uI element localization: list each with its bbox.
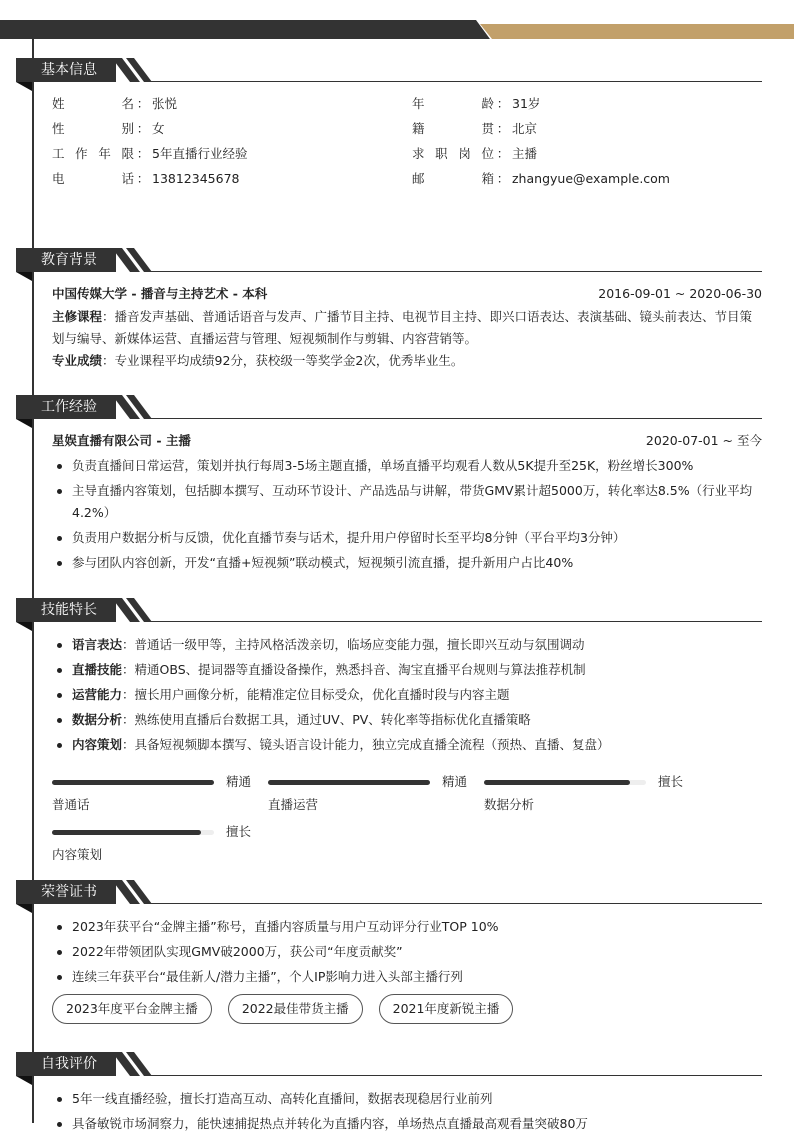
- skill-bar-track: [52, 830, 214, 835]
- info-value: 女: [152, 121, 165, 136]
- work-list: [52, 455, 762, 574]
- info-colon: ：: [496, 146, 510, 161]
- section-title: 工作经验: [16, 395, 116, 419]
- info-colon: ：: [136, 121, 150, 136]
- info-label-char: 话: [121, 171, 134, 186]
- company-name: 星娱直播有限公司 - 主播: [52, 433, 191, 448]
- info-field: [52, 169, 412, 194]
- skill-level: 擅长: [226, 824, 252, 839]
- section-header: [16, 248, 762, 272]
- info-label-char: 作: [75, 146, 88, 161]
- info-label-char: 姓: [52, 96, 65, 111]
- grades: [52, 350, 762, 372]
- section-honors: [16, 880, 762, 904]
- info-label-char: 年: [412, 96, 425, 111]
- list-item: [52, 734, 762, 756]
- info-value: 13812345678: [152, 171, 240, 186]
- skill-label: 内容策划: [72, 737, 123, 752]
- header-bar-dark: [0, 20, 490, 39]
- info-colon: ：: [496, 171, 510, 186]
- job-date: 2020-07-01 ~ 至今: [645, 433, 762, 448]
- chevron-deco-icon: [112, 1052, 154, 1076]
- grades-text: ：专业课程平均成绩92分，获校级一等奖学金2次，优秀毕业生。: [102, 353, 464, 368]
- info-colon: ：: [496, 121, 510, 136]
- skill-level: 擅长: [658, 774, 684, 789]
- info-label-char: 邮: [412, 171, 425, 186]
- skill-bar-fill: [52, 830, 201, 835]
- header-bar-gold: [480, 24, 794, 39]
- section-self: [16, 1052, 762, 1076]
- section-title: 基本信息: [16, 58, 116, 82]
- chevron-deco-icon: [112, 880, 154, 904]
- skill-bar: [268, 774, 468, 814]
- basic-info-grid: [52, 94, 772, 194]
- info-label-char: 龄: [481, 96, 494, 111]
- section-fold: [16, 1076, 32, 1085]
- info-label-char: 限: [121, 146, 134, 161]
- info-field: [412, 144, 772, 169]
- info-colon: ：: [136, 96, 150, 111]
- section-skills: [16, 598, 762, 622]
- skill-bar-track: [52, 780, 214, 785]
- info-label: [412, 119, 494, 144]
- list-item: 5年一线直播经验，擅长打造高互动、高转化直播间，数据表现稳居行业前列: [52, 1088, 762, 1110]
- skill-bar-fill: [52, 780, 214, 785]
- skill-label: 数据分析: [72, 712, 123, 727]
- courses: [52, 306, 762, 350]
- list-item: 具备敏锐市场洞察力，能快速捕捉热点并转化为直播内容，单场热点直播最高观看量突破80万: [52, 1113, 762, 1135]
- skill-name: 数据分析: [484, 797, 535, 812]
- info-value: zhangyue@example.com: [512, 171, 670, 186]
- info-value: 5年直播行业经验: [152, 146, 248, 161]
- skill-bar: [484, 774, 684, 814]
- skill-bar: [52, 824, 252, 864]
- chevron-deco-icon: [112, 395, 154, 419]
- job-header: [52, 431, 762, 451]
- honor-tag: 2022最佳带货主播: [228, 994, 363, 1024]
- skills-list: [52, 634, 762, 756]
- section-divider: [146, 81, 762, 82]
- list-item: [52, 709, 762, 731]
- list-item: 连续三年获平台“最佳新人/潜力主播”，个人IP影响力进入头部主播行列: [52, 966, 762, 988]
- list-item: [52, 684, 762, 706]
- info-field: [52, 94, 412, 119]
- section-divider: [146, 1075, 762, 1076]
- skill-text: ：普通话一级甲等，主持风格活泼亲切，临场应变能力强，擅长即兴互动与氛围调动: [122, 637, 585, 652]
- section-education: [16, 248, 762, 272]
- section-title: 自我评价: [16, 1052, 116, 1076]
- info-label-char: 别: [121, 121, 134, 136]
- info-label-char: 位: [481, 146, 494, 161]
- chevron-deco-icon: [112, 248, 154, 272]
- info-label: [52, 119, 134, 144]
- info-label: [52, 144, 134, 169]
- education-body: [52, 284, 762, 372]
- info-row: [52, 169, 772, 194]
- list-item: 2023年获平台“金牌主播”称号，直播内容质量与用户互动评分行业TOP 10%: [52, 916, 762, 938]
- info-row: [52, 119, 772, 144]
- info-field: [52, 144, 412, 169]
- info-field: [412, 119, 772, 144]
- skill-text: ：熟练使用直播后台数据工具，通过UV、PV、转化率等指标优化直播策略: [122, 712, 531, 727]
- info-label: [52, 169, 134, 194]
- list-item: 负责用户数据分析与反馈，优化直播节奏与话术，提升用户停留时长至平均8分钟（平台平均3分钟）: [52, 527, 762, 549]
- info-value: 北京: [512, 121, 538, 136]
- info-label-char: 贯: [481, 121, 494, 136]
- list-item: [52, 634, 762, 656]
- self-list: [52, 1088, 762, 1135]
- honor-tag: 2023年度平台金牌主播: [52, 994, 212, 1024]
- info-value: 31岁: [512, 96, 541, 111]
- skill-label: 直播技能: [72, 662, 123, 677]
- school-name: 中国传媒大学 - 播音与主持艺术 - 本科: [52, 286, 268, 301]
- list-item: 2022年带领团队实现GMV破2000万，获公司“年度贡献奖”: [52, 941, 762, 963]
- skill-bar-track: [484, 780, 646, 785]
- info-colon: ：: [136, 146, 150, 161]
- info-label: [412, 169, 494, 194]
- section-header: [16, 395, 762, 419]
- info-label-char: 工: [52, 146, 65, 161]
- education-date: 2016-09-01 ~ 2020-06-30: [598, 286, 762, 301]
- section-header: [16, 880, 762, 904]
- info-value: 张悦: [152, 96, 178, 111]
- skill-name: 直播运营: [268, 797, 319, 812]
- skill-bar-fill: [484, 780, 630, 785]
- section-basic-info: [16, 58, 762, 82]
- section-fold: [16, 419, 32, 428]
- info-value: 主播: [512, 146, 538, 161]
- info-field: [412, 94, 772, 119]
- courses-text: ：播音发声基础、普通话语音与发声、广播节目主持、电视节目主持、即兴口语表达、表演基础、镜头前表达、节目策划与编导、新媒体运营、直播运营与管理、短视频制作与剪辑、内容营销等。: [52, 309, 753, 346]
- skill-text: ：精通OBS、提词器等直播设备操作，熟悉抖音、淘宝直播平台规则与算法推荐机制: [122, 662, 586, 677]
- info-label-char: 籍: [412, 121, 425, 136]
- section-divider: [146, 271, 762, 272]
- info-label-char: 职: [435, 146, 448, 161]
- skill-text: ：擅长用户画像分析，能精准定位目标受众，优化直播时段与内容主题: [122, 687, 510, 702]
- skill-level: 精通: [226, 774, 252, 789]
- info-label-char: 求: [412, 146, 425, 161]
- info-field: [52, 119, 412, 144]
- skill-bar: [52, 774, 252, 814]
- grades-label: 专业成绩: [52, 353, 103, 368]
- list-item: [52, 659, 762, 681]
- skill-level: 精通: [442, 774, 468, 789]
- honors-list: [52, 916, 762, 988]
- honors-body: [52, 916, 762, 1024]
- section-fold: [16, 82, 32, 91]
- work-body: [52, 431, 762, 577]
- skill-bars: [52, 774, 762, 864]
- skill-name: 内容策划: [52, 847, 103, 862]
- info-label-char: 岗: [458, 146, 471, 161]
- chevron-deco-icon: [112, 58, 154, 82]
- section-header: [16, 598, 762, 622]
- section-title: 技能特长: [16, 598, 116, 622]
- section-header: [16, 1052, 762, 1076]
- info-label-char: 性: [52, 121, 65, 136]
- section-fold: [16, 622, 32, 631]
- section-work: [16, 395, 762, 419]
- list-item: 负责直播间日常运营，策划并执行每周3-5场主题直播，单场直播平均观看人数从5K提升至25K，粉丝增长300%: [52, 455, 762, 477]
- info-label: [52, 94, 134, 119]
- info-label-char: 年: [98, 146, 111, 161]
- info-colon: ：: [496, 96, 510, 111]
- skill-label: 语言表达: [72, 637, 123, 652]
- info-field: [412, 169, 772, 194]
- info-label: [412, 94, 494, 119]
- section-divider: [146, 903, 762, 904]
- skill-label: 运营能力: [72, 687, 123, 702]
- list-item: 参与团队内容创新，开发“直播+短视频”联动模式，短视频引流直播，提升新用户占比40%: [52, 552, 762, 574]
- info-label-char: 箱: [481, 171, 494, 186]
- honor-tag: 2021年度新锐主播: [379, 994, 514, 1024]
- skill-text: ：具备短视频脚本撰写、镜头语言设计能力，独立完成直播全流程（预热、直播、复盘）: [122, 737, 610, 752]
- info-colon: ：: [136, 171, 150, 186]
- section-divider: [146, 621, 762, 622]
- skill-bar-track: [268, 780, 430, 785]
- section-fold: [16, 904, 32, 913]
- skill-bar-fill: [268, 780, 430, 785]
- skills-body: [52, 634, 762, 759]
- courses-label: 主修课程: [52, 309, 103, 324]
- info-label-char: 名: [121, 96, 134, 111]
- skill-name: 普通话: [52, 797, 90, 812]
- section-divider: [146, 418, 762, 419]
- chevron-deco-icon: [112, 598, 154, 622]
- section-fold: [16, 272, 32, 281]
- timeline-line: [32, 39, 34, 1123]
- section-title: 教育背景: [16, 248, 116, 272]
- education-header: [52, 284, 762, 304]
- self-body: [52, 1088, 762, 1131]
- honor-tags: [52, 994, 762, 1024]
- info-label: [412, 144, 494, 169]
- section-header: [16, 58, 762, 82]
- info-label-char: 电: [52, 171, 65, 186]
- section-title: 荣誉证书: [16, 880, 116, 904]
- info-row: [52, 144, 772, 169]
- info-row: [52, 94, 772, 119]
- list-item: 主导直播内容策划，包括脚本撰写、互动环节设计、产品选品与讲解，带货GMV累计超5000万，转化率达8.5%（行业平均4.2%）: [52, 480, 762, 524]
